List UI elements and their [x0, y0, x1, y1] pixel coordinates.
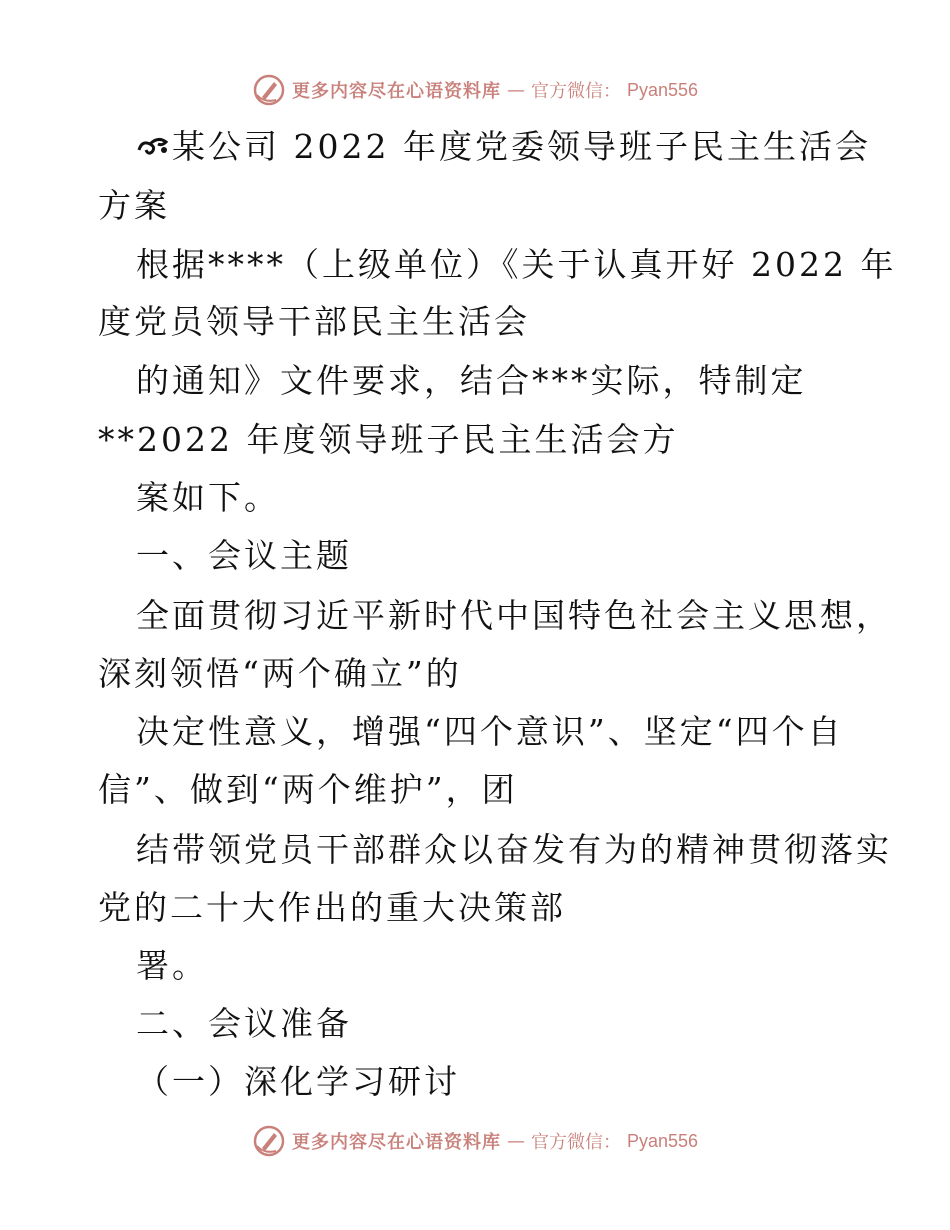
banner-dash: —: [506, 79, 525, 101]
banner-wechat-label: 官方微信：: [530, 81, 621, 102]
document-line: 党的二十大作出的重大决策部: [98, 888, 566, 927]
document-line: 的通知》文件要求，结合***实际，特制定: [136, 361, 807, 400]
document-line: 全面贯彻习近平新时代中国特色社会主义思想，: [136, 596, 892, 635]
document-line: **2022 年度领导班子民主生活会方: [98, 420, 679, 459]
swirl-ornament-icon: [136, 130, 170, 160]
header-watermark-banner: [0, 73, 950, 107]
banner-brand-text: 更多内容尽在心语资料库: [291, 81, 501, 102]
document-line: 决定性意义，增强“四个意识”、坚定“四个自: [136, 712, 844, 751]
banner-wechat-label: 官方微信：: [530, 1132, 621, 1153]
document-line: 深刻领悟“两个确立”的: [98, 654, 462, 693]
banner-handle: Pyan556: [626, 1130, 699, 1151]
section-heading: 一、会议主题: [136, 536, 352, 575]
document-line: 信”、做到“两个维护”，团: [98, 770, 518, 809]
document-line: 方案: [98, 186, 170, 225]
document-line: 度党员领导干部民主生活会: [98, 302, 530, 341]
pen-circle-logo-icon: [252, 1124, 286, 1158]
banner-handle: Pyan556: [626, 79, 699, 100]
document-title: 某公司 2022 年度党委领导班子民主生活会: [172, 127, 871, 166]
pen-circle-logo-icon: [252, 73, 286, 107]
document-line: 署。: [136, 946, 208, 985]
section-heading: 二、会议准备: [136, 1004, 352, 1043]
subsection-heading: （一）深化学习研讨: [136, 1062, 460, 1101]
banner-dash: —: [506, 1130, 525, 1152]
document-line: 案如下。: [136, 478, 280, 517]
document-title-line: [136, 127, 871, 167]
footer-watermark-banner: [0, 1124, 950, 1158]
document-line: 根据****（上级单位）《关于认真开好 2022 年: [136, 245, 897, 284]
banner-brand-text: 更多内容尽在心语资料库: [291, 1132, 501, 1153]
document-line: 结带领党员干部群众以奋发有为的精神贯彻落实: [136, 830, 892, 869]
